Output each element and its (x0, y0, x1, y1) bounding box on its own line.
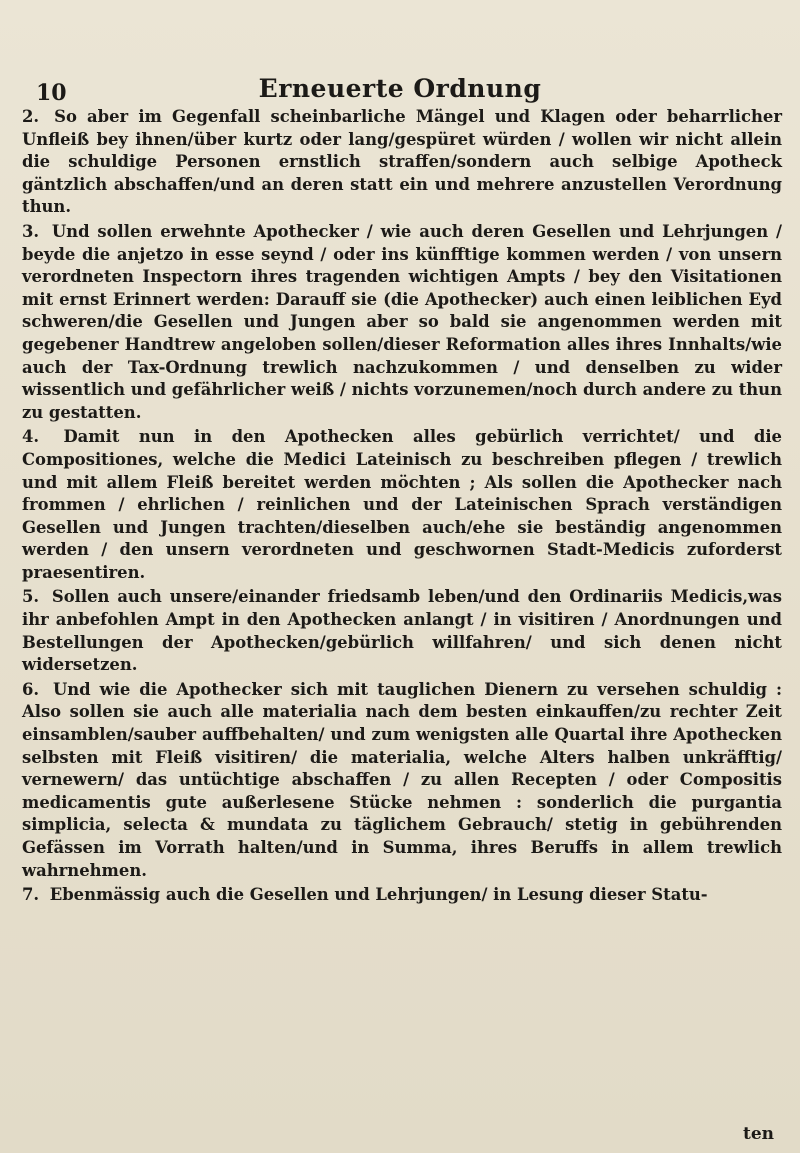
paragraph-text: Damit nun in den Apothecken alles gebürlich verrichtet/ und die Compositiones, welche die Medici Lateinisch zu beschreiben pflegen / trewlich und mit allem Fleiß bereitet werden möchten ; Als sollen die Apothecker nach frommen / ehrlichen / reinlichen und der Lateinischen Sprach verständigen Gesellen und Jungen trachten/dieselben auch/ehe sie beständig angenommen werden / den unsern verordneten und geschwornen Stadt-Medicis zuforderst praesentiren. (22, 427, 782, 582)
paragraph-number: 3. (22, 221, 40, 241)
paragraph-6 (22, 679, 782, 882)
paragraph-number: 6. (22, 679, 40, 699)
paragraph-7 (22, 884, 782, 907)
paragraph-number: 5. (22, 587, 40, 607)
catchword: ten (742, 1124, 774, 1144)
paragraph-text: Und wie die Apothecker sich mit tauglichen Dienern zu versehen schuldig : Also sollen sie auch alle materialia nach dem besten einkauffen/zu rechter Zeit einsamblen/sauber auffbehalten/ und zum wenigsten alle Quartal ihre Apothecken selbsten mit Fleiß visitiren/ die materialia, welche Alters halben unkräfftig/ vernewern/ das untüchtige abschaffen / zu allen Recepten / oder Compositis medicamentis gute außerlesene Stücke nehmen : sonderlich die purgantia simplicia, selecta & mundata zu täglichem Gebrauch/ stetig in gebührenden Gefässen im Vorrath halten/und in Summa, ihres Beruffs in allem trewlich wahrnehmen. (22, 679, 782, 880)
body-text (22, 106, 782, 909)
paragraph-3 (22, 221, 782, 424)
paragraph-4 (22, 426, 782, 584)
paragraph-text: Sollen auch unsere/einander friedsamb leben/und den Ordinariis Medicis,was ihr anbefohlen Ampt in den Apothecken anlangt / in visitiren / Anordnungen und Bestellungen der Apothecken/gebürlich willfahren/ und sich denen nicht widersetzen. (22, 587, 782, 675)
paragraph-text: So aber im Gegenfall scheinbarliche Mängel und Klagen oder beharrlicher Unfleiß bey ihnen/über kurtz oder lang/gespüret würden / wollen wir nicht allein die schuldige Personen ernstlich straffen/sondern auch selbige Apotheck gäntzlich abschaffen/und an deren statt ein und mehrere anzustellen Verordnung thun. (22, 107, 782, 217)
paragraph-2 (22, 106, 782, 219)
paragraph-5 (22, 586, 782, 676)
page-number: 10 (36, 80, 67, 106)
paragraph-number: 4. (22, 427, 40, 447)
paragraph-number: 7. (22, 885, 40, 905)
running-title: Erneuerte Ordnung (258, 74, 542, 103)
paragraph-text: Und sollen erwehnte Apothecker / wie auch deren Gesellen und Lehrjungen / beyde die anjetzo in esse seynd / oder ins künfftige kommen werden / von unsern verordneten Inspectorn ihres tragenden wichtigen Ampts / bey den Visitationen mit ernst Erinnert werden: Darauff sie (die Apothecker) auch einen leiblichen Eyd schweren/die Gesellen und Jungen aber so bald sie angenommen werden mit gegebener Handtrew angeloben sollen/dieser Reformation alles ihres Innhalts/wie auch der Tax-Ordnung trewlich nachzukommen / und denselben zu wider wissentlich und gefährlicher weiß / nichts vorzunemen/noch durch andere zu thun zu gestatten. (22, 221, 783, 422)
paragraph-text: Ebenmässig auch die Gesellen und Lehrjungen/ in Lesung dieser Statu- (49, 885, 708, 905)
paragraph-number: 2. (22, 107, 40, 126)
